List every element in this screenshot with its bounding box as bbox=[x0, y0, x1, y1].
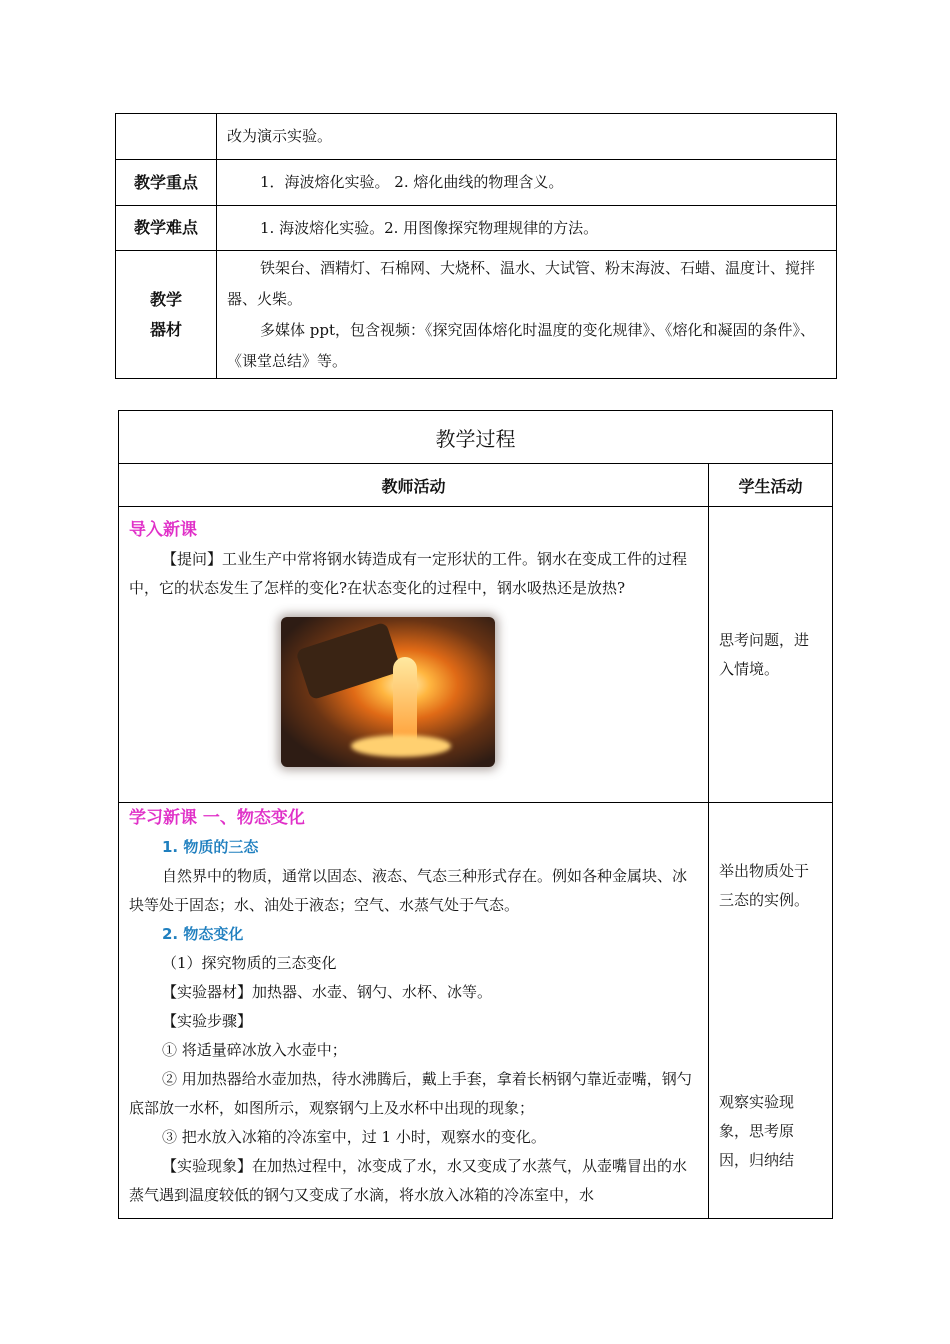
equipment-label-line1: 教学 bbox=[149, 289, 182, 309]
step-1: ① 将适量碎冰放入水壶中； bbox=[162, 1041, 347, 1059]
ladle-shape bbox=[295, 622, 401, 701]
step-2: ② 用加热器给水壶加热，待水沸腾后，戴上手套，拿着长柄钢勺靠近壶嘴，钢勺底部放一水杯，如图所示，观察钢勺上及水杯中出现的现象； bbox=[129, 1070, 692, 1117]
three-states-paragraph: 自然界中的物质，通常以固态、液态、气态三种形式存在。例如各种金属块、冰块等处于固态；水、油处于液态；空气、水蒸气处于气态。 bbox=[129, 867, 688, 914]
intro-row bbox=[119, 507, 833, 803]
teacher-activity-header: 教师活动 bbox=[119, 464, 709, 507]
difficulties-label: 教学难点 bbox=[116, 206, 217, 251]
lesson-teacher-cell bbox=[119, 803, 709, 1219]
lesson-row bbox=[119, 803, 833, 1219]
experiment-steps-label: 【实验步骤】 bbox=[162, 1012, 253, 1030]
process-title-row bbox=[119, 411, 833, 464]
molten-pool-shape bbox=[351, 735, 451, 757]
intro-student-cell: 思考问题，进入情境。 bbox=[709, 507, 833, 803]
process-title: 教学过程 bbox=[119, 411, 833, 464]
intro-heading: 导入新课 bbox=[129, 520, 197, 540]
process-table bbox=[118, 410, 833, 1219]
info-table bbox=[115, 113, 837, 379]
key-points-text: 1．海波熔化实验。 2. 熔化曲线的物理含义。 bbox=[260, 173, 564, 191]
lesson-heading: 学习新课 一、物态变化 bbox=[129, 808, 305, 828]
molten-steel-photo bbox=[281, 617, 495, 767]
empty-label-cell bbox=[116, 114, 217, 160]
intro-question: 【提问】工业生产中常将钢水铸造成有一定形状的工件。钢水在变成工件的过程中，它的状态发生了怎样的变化?在状态变化的过程中，钢水吸热还是放热? bbox=[129, 550, 688, 597]
equipment-label-line2: 器材 bbox=[149, 319, 182, 339]
experiment-phenomenon: 【实验现象】在加热过程中，冰变成了水，水又变成了水蒸气，从壶嘴冒出的水蒸气遇到温度较低的钢勺又变成了水滴，将水放入冰箱的冷冻室中，水 bbox=[129, 1157, 688, 1204]
info-row-key-points bbox=[116, 160, 837, 206]
experiment-equipment: 【实验器材】加热器、水壶、钢勺、水杯、冰等。 bbox=[162, 983, 493, 1001]
subheading-three-states: 1. 物质的三态 bbox=[162, 838, 259, 856]
key-points-label: 教学重点 bbox=[116, 160, 217, 206]
explore-heading: （1）探究物质的三态变化 bbox=[162, 954, 337, 972]
process-header-row bbox=[119, 464, 833, 507]
subheading-state-change: 2. 物态变化 bbox=[162, 925, 244, 943]
equipment-label bbox=[116, 251, 217, 379]
equipment-list: 铁架台、酒精灯、石棉网、大烧杯、温水、大试管、粉末海波、石蜡、温度计、搅拌器、火柴。 bbox=[227, 258, 816, 308]
equipment-media: 多媒体 ppt，包含视频：《探究固体熔化时温度的变化规律》、《熔化和凝固的条件》、《课堂总结》等。 bbox=[227, 320, 816, 370]
student-activity-examples: 举出物质处于三态的实例。 bbox=[719, 862, 810, 909]
student-activity-observe: 观察实验现象，思考原因，归纳结 bbox=[719, 1093, 795, 1169]
info-row-continuation bbox=[116, 114, 837, 160]
student-activity-header: 学生活动 bbox=[709, 464, 833, 507]
step-3: ③ 把水放入冰箱的冷冻室中，过 1 小时，观察水的变化。 bbox=[162, 1128, 546, 1146]
info-row-difficulties bbox=[116, 206, 837, 251]
info-row-equipment bbox=[116, 251, 837, 379]
intro-teacher-cell bbox=[119, 507, 709, 803]
lesson-student-cell bbox=[709, 803, 833, 1219]
key-points-cell bbox=[217, 160, 837, 206]
equipment-cell bbox=[217, 251, 837, 379]
difficulties-text: 1. 海波熔化实验。2. 用图像探究物理规律的方法。 bbox=[260, 218, 599, 237]
continuation-text: 改为演示实验。 bbox=[217, 114, 837, 160]
difficulties-cell bbox=[217, 206, 837, 251]
